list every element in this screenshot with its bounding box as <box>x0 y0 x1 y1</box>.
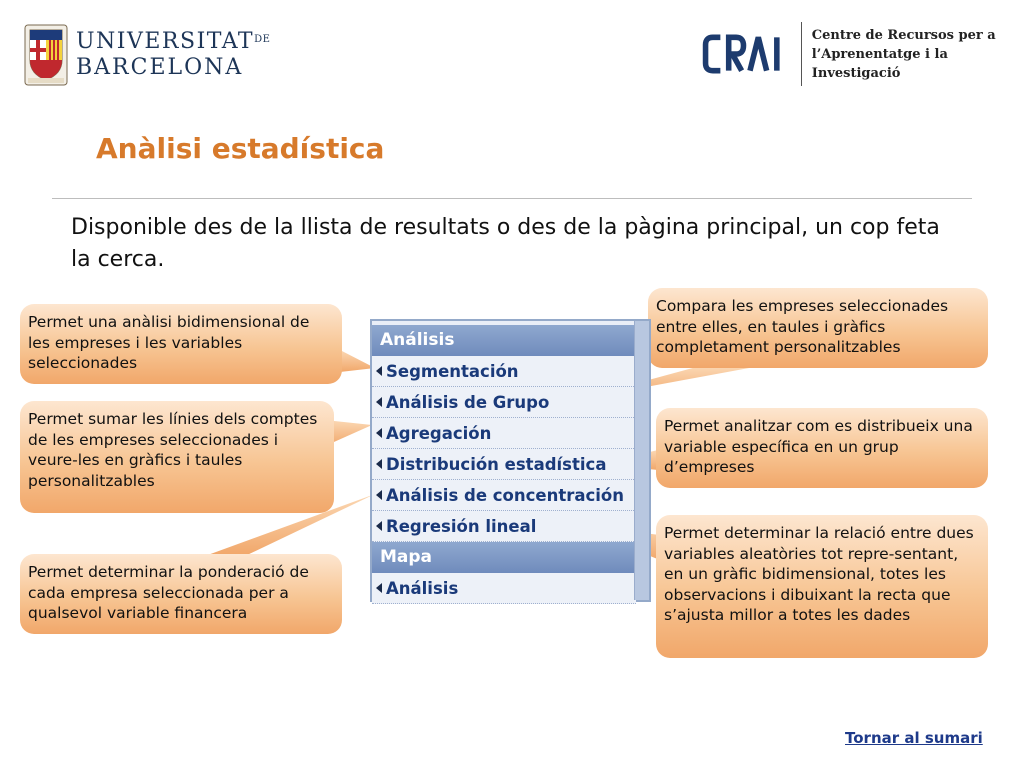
menu-item-label: Regresión lineal <box>386 516 537 536</box>
menu-scrollbar[interactable] <box>634 321 649 600</box>
callout-segmentacion: Permet una anàlisi bidimensional de les empreses i les variables seleccionades <box>20 304 342 384</box>
menu-item-mapa-analisis[interactable] <box>372 573 636 604</box>
ub-line2: BARCELONA <box>76 55 244 80</box>
menu-item-label: Análisis de concentración <box>386 485 625 505</box>
menu-item-agregacion[interactable] <box>372 418 636 449</box>
menu-item-concentracion[interactable] <box>372 480 636 511</box>
crai-line2: l’Aprenentatge i la Investigació <box>811 46 948 81</box>
menu-item-label: Agregación <box>386 423 492 443</box>
callout-regresion: Permet determinar la relació entre dues variables aleatòries tot repre-sentant, en un gràfic bidimensional, totes les observacions i dibuixant la recta que s’ajusta millor a totes les dades <box>656 515 988 658</box>
ub-line1: UNIVERSITAT <box>76 29 255 54</box>
arrow-left-icon <box>376 428 382 438</box>
callout-grupo: Compara les empreses seleccionades entre elles, en taules i gràfics completament personalitzables <box>648 288 988 368</box>
menu-item-label: Distribución estadística <box>386 454 607 474</box>
menu-item-label: Segmentación <box>386 361 519 381</box>
menu-item-label: Análisis de Grupo <box>386 392 550 412</box>
menu-item-segmentacion[interactable] <box>372 356 636 387</box>
arrow-left-icon <box>376 366 382 376</box>
intro-text: Disponible des de la llista de resultats o des de la pàgina principal, un cop feta la cerca. <box>71 215 940 272</box>
menu-header-mapa: Mapa <box>372 542 636 573</box>
menu-header-analisis: Análisis <box>372 325 636 356</box>
callout-agregacion: Permet sumar les línies dels comptes de les empreses seleccionades i veure-les en gràfics i taules personalitzables <box>20 401 334 513</box>
callout-distribucion: Permet analitzar com es distribueix una variable específica en un grup d’empreses <box>656 408 988 488</box>
arrow-left-icon <box>376 459 382 469</box>
crai-line1: Centre de Recursos per a <box>811 27 996 43</box>
menu-item-regresion[interactable] <box>372 511 636 542</box>
arrow-left-icon <box>376 521 382 531</box>
menu-item-distribucion[interactable] <box>372 449 636 480</box>
callout-concentracion: Permet determinar la ponderació de cada empresa seleccionada per a qualsevol variable financera <box>20 554 342 634</box>
analysis-menu <box>370 319 651 602</box>
back-to-summary-link[interactable]: Tornar al sumari <box>845 729 983 747</box>
ub-de: DE <box>254 34 271 45</box>
arrow-left-icon <box>376 397 382 407</box>
menu-item-label: Análisis <box>386 578 459 598</box>
menu-item-analisis-grupo[interactable] <box>372 387 636 418</box>
page-title: Anàlisi estadística <box>96 132 385 165</box>
arrow-left-icon <box>376 490 382 500</box>
arrow-left-icon <box>376 583 382 593</box>
